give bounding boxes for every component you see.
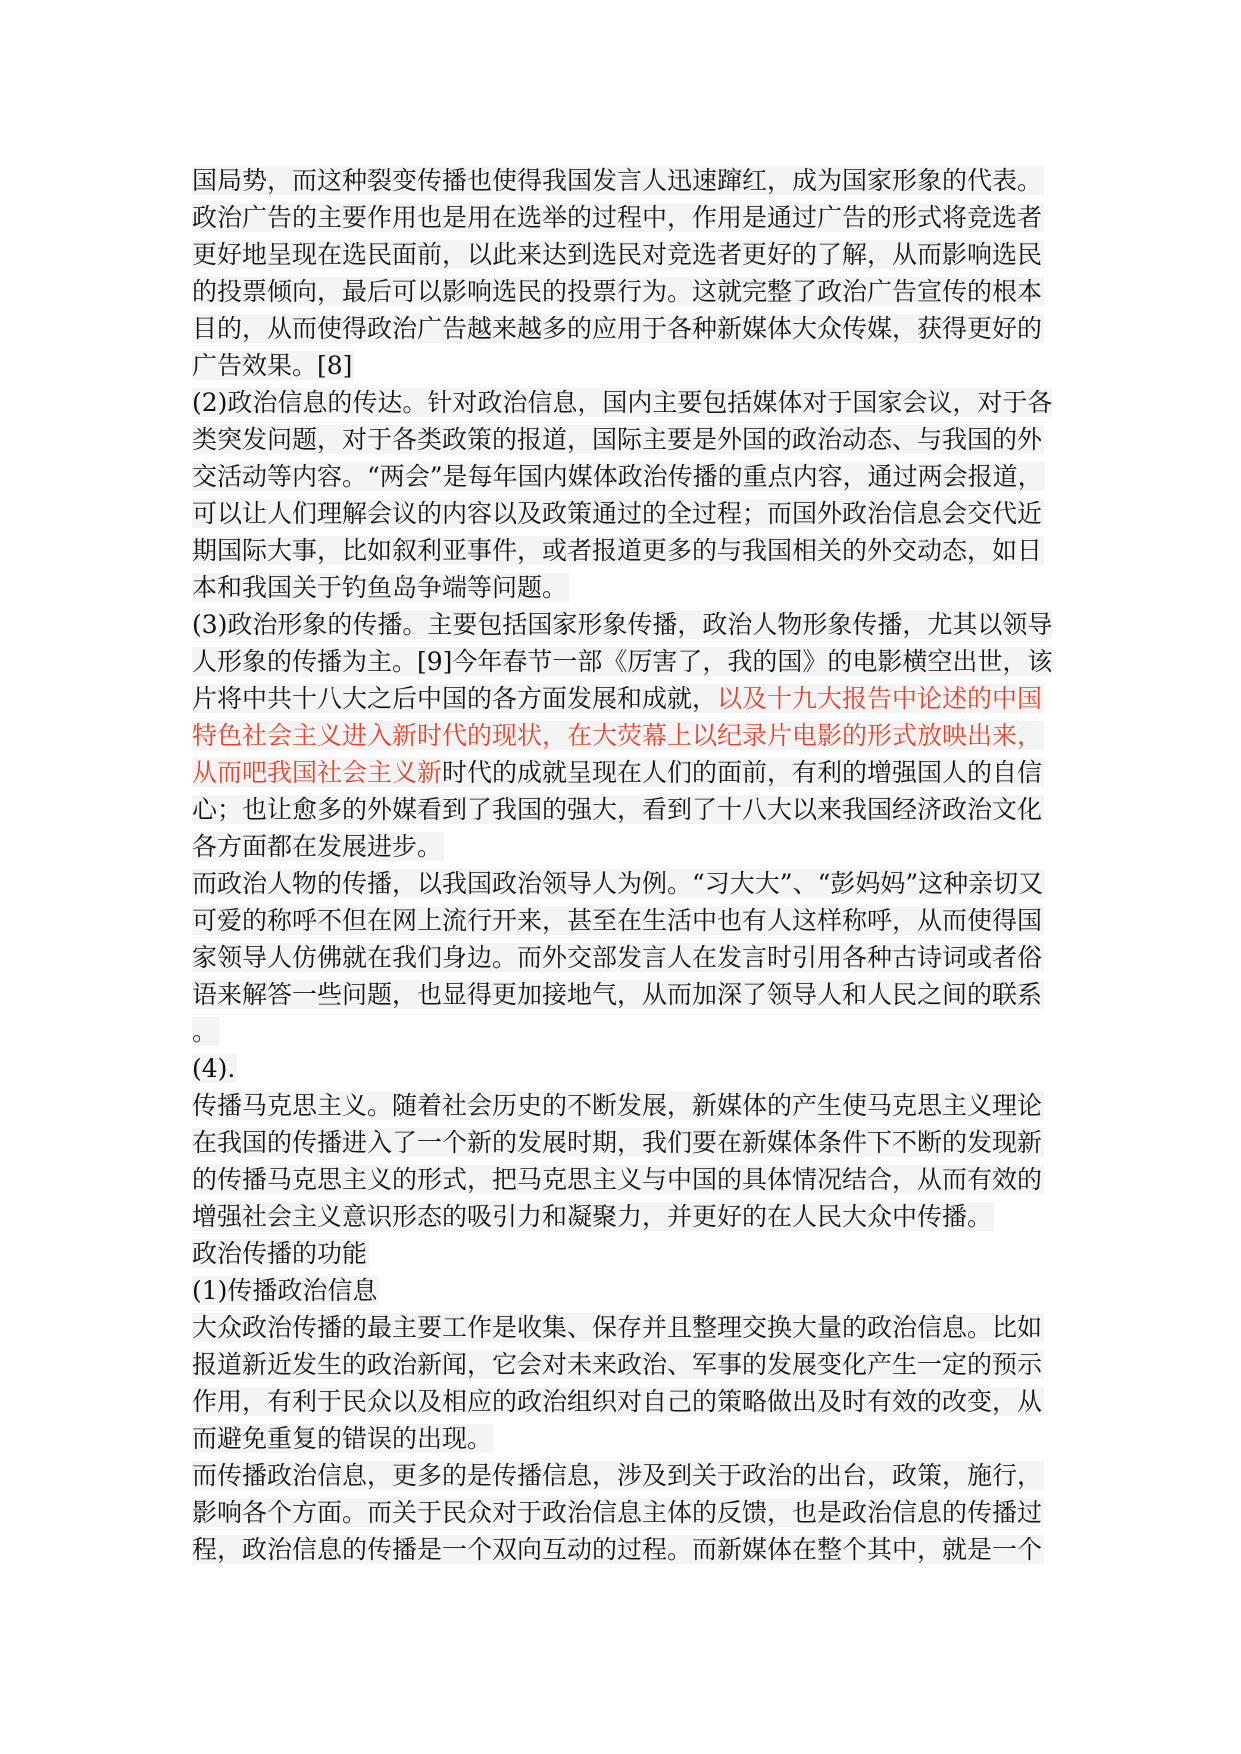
text-line: 期国际大事，比如叙利亚事件，或者报道更多的与我国相关的外交动态，如日 [192,536,1043,565]
text-line: 语来解答一些问题，也显得更加接地气，从而加深了领导人和人民之间的联系 [192,980,1043,1009]
highlighted-red-text: 特色社会主义进入新时代的现状，在大荧幕上以纪录片电影的形式放映出来， [192,721,1043,750]
text-line: 更好地呈现在选民面前，以此来达到选民对竞选者更好的了解，从而影响选民 [192,240,1043,269]
document-body [192,162,1052,1568]
text-line: 本和我国关于钓鱼岛争端等问题。 [192,573,568,602]
text-line: (4). [192,1054,236,1083]
text-line: 增强社会主义意识形态的吸引力和凝聚力，并更好的在人民大众中传播。 [192,1202,993,1231]
text-line: 可以让人们理解会议的内容以及政策通过的全过程；而国外政治信息会交代近 [192,499,1043,528]
text-line: 广告效果。[8] [192,351,353,380]
text-line: 程，政治信息的传播是一个双向互动的过程。而新媒体在整个其中，就是一个 [192,1535,1043,1564]
text-line: 政治广告的主要作用也是用在选举的过程中，作用是通过广告的形式将竞选者 [192,203,1043,232]
text-line: 作用，有利于民众以及相应的政治组织对自己的策略做出及时有效的改变，从 [192,1387,1043,1416]
text-line: 交活动等内容。“两会”是每年国内媒体政治传播的重点内容，通过两会报道， [192,462,1043,491]
text-line: 的传播马克思主义的形式，把马克思主义与中国的具体情况结合，从而有效的 [192,1165,1043,1194]
text-line: 类突发问题，对于各类政策的报道，国际主要是外国的政治动态、与我国的外 [192,425,1043,454]
text-line: 在我国的传播进入了一个新的发展时期，我们要在新媒体条件下不断的发现新 [192,1128,1043,1157]
text-line [192,717,1052,754]
text-line: 传播马克思主义。随着社会历史的不断发展，新媒体的产生使马克思主义理论 [192,1091,1043,1120]
text-line: 而传播政治信息，更多的是传播信息，涉及到关于政治的出台，政策，施行， [192,1461,1043,1490]
text-line [192,680,1052,717]
text-line: 大众政治传播的最主要工作是收集、保存并且整理交换大量的政治信息。比如 [192,1313,1043,1342]
highlighted-red-text: 以及十九大报告中论述的中国 [717,684,1043,713]
text-line [192,754,1052,791]
text-line: 心；也让愈多的外媒看到了我国的强大，看到了十八大以来我国经济政治文化 [192,795,1043,824]
subsection-heading: (1)传播政治信息 [192,1276,378,1305]
text-line: 目的，从而使得政治广告越来越多的应用于各种新媒体大众传媒，获得更好的 [192,314,1043,343]
text-segment: 时代的成就呈现在人们的面前，有利的增强国人的自信 [442,758,1043,787]
text-line: (3)政治形象的传播。主要包括国家形象传播，政治人物形象传播，尤其以领导 [192,606,1052,643]
text-line: 可爱的称呼不但在网上流行开来，甚至在生活中也有人这样称呼，从而使得国 [192,906,1043,935]
text-line: 人形象的传播为主。[9]今年春节一部《厉害了，我的国》的电影横空出世，该 [192,643,1052,680]
text-line: 国局势，而这种裂变传播也使得我国发言人迅速蹿红，成为国家形象的代表。 [192,166,1043,195]
text-line: 而政治人物的传播，以我国政治领导人为例。“习大大”、“彭妈妈”这种亲切又 [192,869,1044,898]
section-heading: 政治传播的功能 [192,1239,368,1268]
text-line: 的投票倾向，最后可以影响选民的投票行为。这就完整了政治广告宣传的根本 [192,277,1043,306]
text-line: 报道新近发生的政治新闻，它会对未来政治、军事的发展变化产生一定的预示 [192,1350,1043,1379]
text-line: 各方面都在发展进步。 [192,832,443,861]
text-line: 影响各个方面。而关于民众对于政治信息主体的反馈，也是政治信息的传播过 [192,1498,1043,1527]
text-line: 。 [192,1017,218,1046]
highlighted-red-text: 从而吧我国社会主义新 [192,758,443,787]
text-line: 家领导人仿佛就在我们身边。而外交部发言人在发言时引用各种古诗词或者俗 [192,943,1043,972]
text-line: 而避免重复的错误的出现。 [192,1424,493,1453]
text-line: (2)政治信息的传达。针对政治信息，国内主要包括媒体对于国家会议，对于各 [192,384,1052,421]
text-segment: 片将中共十八大之后中国的各方面发展和成就， [192,684,718,713]
